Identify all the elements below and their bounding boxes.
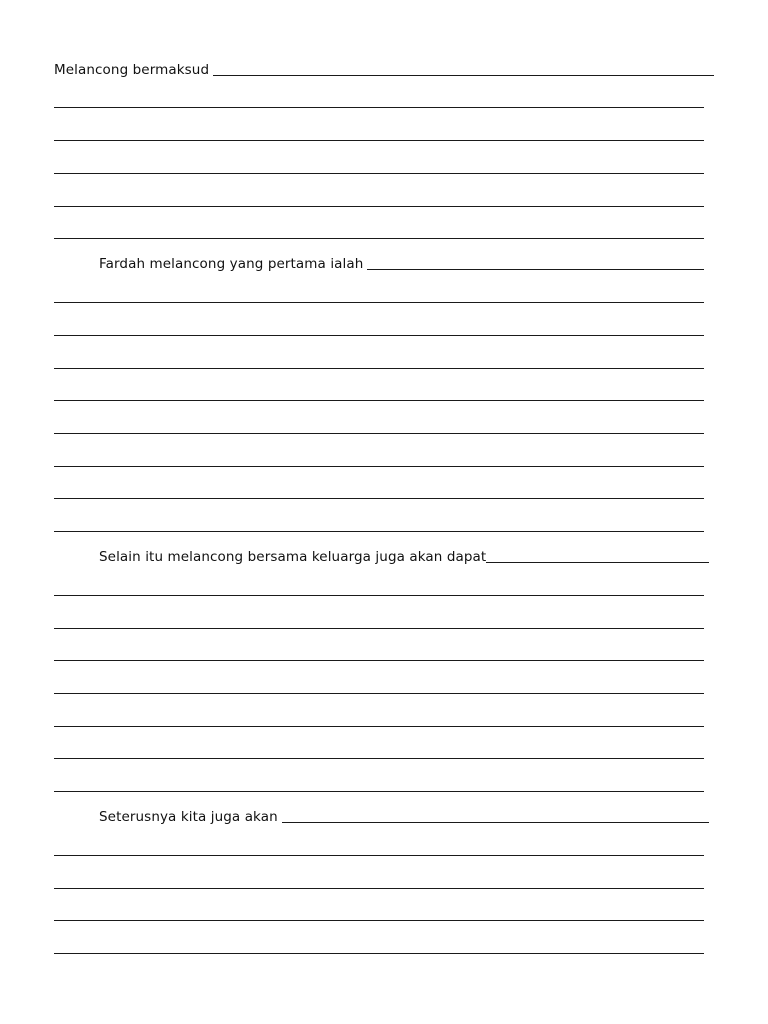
answer-line[interactable] [54,902,704,924]
prompt-row-1 [54,57,714,79]
answer-line[interactable] [54,155,704,177]
answer-line[interactable] [54,642,704,664]
answer-line[interactable] [54,480,704,502]
prompt-text-4: Seterusnya kita juga akan [99,809,278,825]
answer-line[interactable] [213,75,714,76]
answer-line[interactable] [54,870,704,892]
prompt-text-1: Melancong bermaksud [54,62,210,78]
answer-line[interactable] [54,773,704,795]
answer-line[interactable] [54,448,704,470]
answer-line[interactable] [54,220,704,242]
answer-line[interactable] [282,822,709,823]
answer-line[interactable] [54,610,704,632]
answer-line[interactable] [54,317,704,339]
answer-line[interactable] [54,513,704,535]
answer-line[interactable] [54,89,704,111]
answer-line[interactable] [54,740,704,762]
prompt-row-4 [99,804,709,826]
prompt-text-3: Selain itu melancong bersama keluarga juga akan dapat [99,549,487,565]
answer-line[interactable] [54,350,704,372]
answer-line[interactable] [54,577,704,599]
answer-line[interactable] [486,562,709,563]
answer-line[interactable] [367,269,704,270]
prompt-row-2 [99,251,704,273]
answer-line[interactable] [54,415,704,437]
prompt-row-3 [99,544,709,566]
answer-line[interactable] [54,284,704,306]
answer-line[interactable] [54,675,704,697]
answer-line[interactable] [54,382,704,404]
answer-line[interactable] [54,188,704,210]
answer-line[interactable] [54,708,704,730]
prompt-text-2: Fardah melancong yang pertama ialah [99,256,364,272]
answer-line[interactable] [54,935,704,957]
answer-line[interactable] [54,837,704,859]
answer-line[interactable] [54,122,704,144]
